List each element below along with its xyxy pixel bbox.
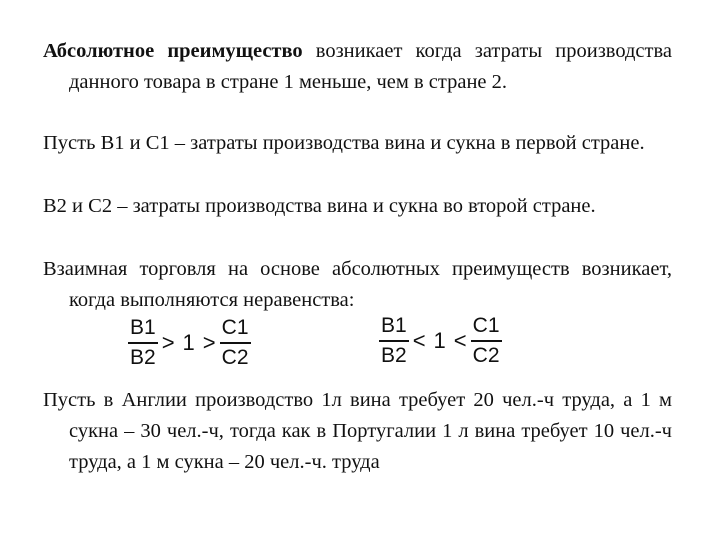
definition-text: возникает когда затраты производства данного товара в стране 1 меньше, чем в стране 2. [69,40,672,93]
fraction-bar [471,340,502,342]
inequality-right [379,314,502,368]
less-than-sign: < [453,328,467,353]
one-value: 1 [433,328,446,353]
less-than-sign: < [412,328,426,353]
paragraph-trade-condition [43,254,672,316]
numerator: C1 [221,316,249,339]
country2-costs-text: В2 и С2 – затраты производства вина и сукна во второй стране. [43,195,596,217]
paragraph-absolute-advantage [43,36,672,98]
greater-than-sign: > [202,330,216,355]
term-absolute-advantage: Абсолютное преимущество [43,40,303,62]
fraction-b1-b2 [128,316,158,370]
fraction-bar [128,342,158,344]
numerator: C1 [472,314,500,337]
fraction-bar [220,342,251,344]
country1-costs-text: Пусть В1 и С1 – затраты производства вина и сукна в первой стране. [43,132,645,154]
denominator: C2 [472,344,500,367]
denominator: B2 [381,344,407,367]
paragraph-country2-costs [43,191,672,222]
fraction-bar [379,340,409,342]
greater-than-sign: > [161,330,175,355]
paragraph-country1-costs [43,128,672,159]
numerator: B1 [381,314,407,337]
denominator: C2 [221,346,249,369]
example-text: Пусть в Англии производство 1л вина требует 20 чел.-ч труда, а 1 м сукна – 30 чел.-ч, тогда как в Португалии 1 л вина требует 10 чел.-ч труда, а 1 м сукна – 20 чел.-ч. труда [43,389,672,473]
inequality-left [128,316,251,370]
one-value: 1 [182,330,195,355]
numerator: B1 [130,316,156,339]
paragraph-example-england-portugal [43,385,672,478]
fraction-c1-c2 [220,316,251,370]
fraction-c1-c2 [471,314,502,368]
denominator: B2 [130,346,156,369]
fraction-b1-b2 [379,314,409,368]
trade-condition-text: Взаимная торговля на основе абсолютных преимуществ возникает, когда выполняются неравенства: [43,258,672,311]
